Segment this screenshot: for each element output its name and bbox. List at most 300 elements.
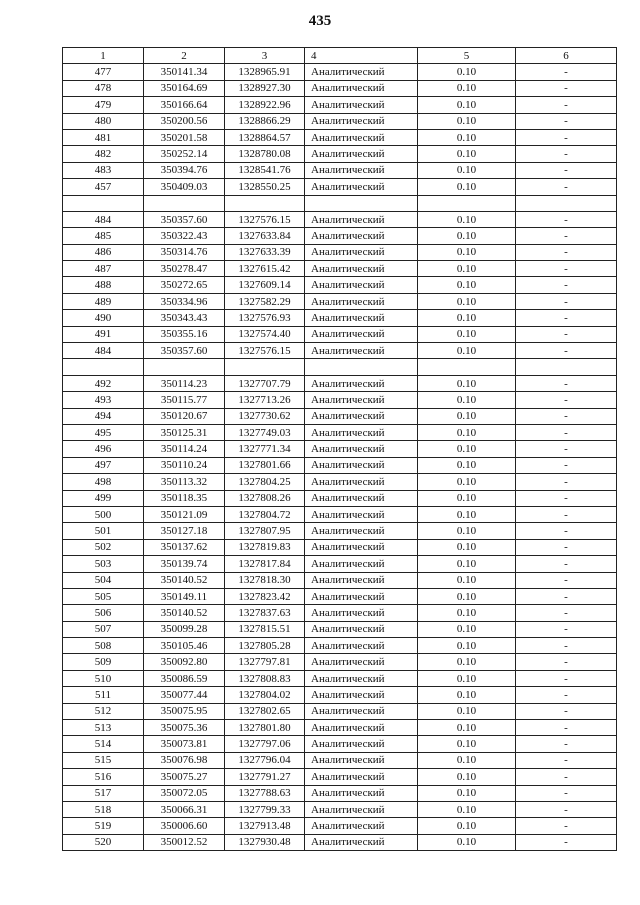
table-cell: 1328965.91 bbox=[225, 64, 305, 80]
table-cell: Аналитический bbox=[305, 277, 418, 293]
table-cell bbox=[63, 195, 144, 211]
table-cell: - bbox=[516, 687, 617, 703]
table-row bbox=[63, 785, 617, 801]
column-header: 4 bbox=[305, 48, 418, 64]
table-row bbox=[63, 687, 617, 703]
table-cell: - bbox=[516, 343, 617, 359]
table-cell: 350137.62 bbox=[144, 539, 225, 555]
table-cell: 0.10 bbox=[418, 556, 516, 572]
table-cell: 491 bbox=[63, 326, 144, 342]
table-cell: 1327804.72 bbox=[225, 506, 305, 522]
table-cell: 350105.46 bbox=[144, 638, 225, 654]
table-cell: 1327819.83 bbox=[225, 539, 305, 555]
table-cell: - bbox=[516, 408, 617, 424]
table-cell: 0.10 bbox=[418, 834, 516, 850]
table-cell: 350110.24 bbox=[144, 457, 225, 473]
table-row bbox=[63, 113, 617, 129]
table-cell: 0.10 bbox=[418, 326, 516, 342]
table-cell: 508 bbox=[63, 638, 144, 654]
table-cell: - bbox=[516, 703, 617, 719]
table-cell: 1328927.30 bbox=[225, 80, 305, 96]
column-header: 6 bbox=[516, 48, 617, 64]
table-cell: - bbox=[516, 457, 617, 473]
table-cell bbox=[225, 359, 305, 375]
table-cell: 350140.52 bbox=[144, 572, 225, 588]
table-cell: 0.10 bbox=[418, 146, 516, 162]
table-cell: Аналитический bbox=[305, 752, 418, 768]
table-cell: 0.10 bbox=[418, 572, 516, 588]
table-cell: 488 bbox=[63, 277, 144, 293]
table-cell: 1327576.93 bbox=[225, 310, 305, 326]
table-cell: Аналитический bbox=[305, 228, 418, 244]
table-cell: 482 bbox=[63, 146, 144, 162]
table-cell: 477 bbox=[63, 64, 144, 80]
table-cell: 0.10 bbox=[418, 523, 516, 539]
table-cell: Аналитический bbox=[305, 64, 418, 80]
table-row bbox=[63, 506, 617, 522]
table-cell: 481 bbox=[63, 129, 144, 145]
table-row bbox=[63, 162, 617, 178]
table-cell: 1328864.57 bbox=[225, 129, 305, 145]
table-row bbox=[63, 228, 617, 244]
table-cell: Аналитический bbox=[305, 162, 418, 178]
table-cell: 350322.43 bbox=[144, 228, 225, 244]
coordinates-table bbox=[62, 47, 617, 851]
table-cell: - bbox=[516, 769, 617, 785]
table-cell: Аналитический bbox=[305, 146, 418, 162]
table-cell: 517 bbox=[63, 785, 144, 801]
table-cell: - bbox=[516, 80, 617, 96]
table-cell: - bbox=[516, 539, 617, 555]
table-cell bbox=[225, 195, 305, 211]
table-cell: 350077.44 bbox=[144, 687, 225, 703]
table-cell: 0.10 bbox=[418, 769, 516, 785]
table-cell: - bbox=[516, 785, 617, 801]
table-row bbox=[63, 654, 617, 670]
table-cell: 0.10 bbox=[418, 228, 516, 244]
table-row bbox=[63, 474, 617, 490]
table-cell: 1327799.33 bbox=[225, 801, 305, 817]
table-cell: - bbox=[516, 228, 617, 244]
table-row bbox=[63, 539, 617, 555]
table-cell: Аналитический bbox=[305, 80, 418, 96]
table-cell: - bbox=[516, 654, 617, 670]
table-cell: Аналитический bbox=[305, 638, 418, 654]
table-cell: Аналитический bbox=[305, 424, 418, 440]
table-cell: 0.10 bbox=[418, 736, 516, 752]
table-row bbox=[63, 801, 617, 817]
table-cell: - bbox=[516, 261, 617, 277]
table-cell: 492 bbox=[63, 375, 144, 391]
table-cell: 0.10 bbox=[418, 818, 516, 834]
table-cell: 501 bbox=[63, 523, 144, 539]
table-cell: 478 bbox=[63, 80, 144, 96]
table-cell: 480 bbox=[63, 113, 144, 129]
table-cell: 0.10 bbox=[418, 687, 516, 703]
table-row bbox=[63, 146, 617, 162]
table-cell: Аналитический bbox=[305, 97, 418, 113]
table-row bbox=[63, 572, 617, 588]
table-cell: 487 bbox=[63, 261, 144, 277]
table-cell: 350149.11 bbox=[144, 588, 225, 604]
table-cell: 494 bbox=[63, 408, 144, 424]
table-cell: Аналитический bbox=[305, 326, 418, 342]
table-cell: 350355.16 bbox=[144, 326, 225, 342]
table-row bbox=[63, 129, 617, 145]
table-cell: - bbox=[516, 310, 617, 326]
table-cell: 500 bbox=[63, 506, 144, 522]
column-header: 5 bbox=[418, 48, 516, 64]
table-cell: 0.10 bbox=[418, 621, 516, 637]
table-cell: 1327713.26 bbox=[225, 392, 305, 408]
table-cell bbox=[305, 359, 418, 375]
table-cell: 504 bbox=[63, 572, 144, 588]
table-cell: 1327804.02 bbox=[225, 687, 305, 703]
table-cell: 0.10 bbox=[418, 785, 516, 801]
table-cell bbox=[418, 359, 516, 375]
table-row bbox=[63, 80, 617, 96]
table-cell: 509 bbox=[63, 654, 144, 670]
table-cell: 0.10 bbox=[418, 277, 516, 293]
table-cell: - bbox=[516, 392, 617, 408]
table-cell: 1327771.34 bbox=[225, 441, 305, 457]
page-number: 435 bbox=[308, 13, 332, 29]
table-row bbox=[63, 375, 617, 391]
table-cell: 0.10 bbox=[418, 441, 516, 457]
header-row bbox=[63, 48, 617, 64]
table-cell: 350099.28 bbox=[144, 621, 225, 637]
table-cell: Аналитический bbox=[305, 736, 418, 752]
table-cell: 1327749.03 bbox=[225, 424, 305, 440]
table-row bbox=[63, 277, 617, 293]
table-cell: Аналитический bbox=[305, 785, 418, 801]
table-row bbox=[63, 457, 617, 473]
table-cell: 350409.03 bbox=[144, 179, 225, 195]
table-cell: 350120.67 bbox=[144, 408, 225, 424]
table-cell: 1328922.96 bbox=[225, 97, 305, 113]
table-cell: 0.10 bbox=[418, 408, 516, 424]
table-cell: 0.10 bbox=[418, 244, 516, 260]
table-cell: 350141.34 bbox=[144, 64, 225, 80]
table-cell: 484 bbox=[63, 211, 144, 227]
table-cell: - bbox=[516, 834, 617, 850]
table-cell: Аналитический bbox=[305, 539, 418, 555]
table-cell: Аналитический bbox=[305, 261, 418, 277]
table-cell: - bbox=[516, 129, 617, 145]
table-cell: 0.10 bbox=[418, 588, 516, 604]
table-row bbox=[63, 752, 617, 768]
table-cell: - bbox=[516, 277, 617, 293]
table-cell: 1327574.40 bbox=[225, 326, 305, 342]
table-cell: 350075.36 bbox=[144, 720, 225, 736]
table-cell: Аналитический bbox=[305, 588, 418, 604]
table-cell: 350114.24 bbox=[144, 441, 225, 457]
table-cell: 519 bbox=[63, 818, 144, 834]
table-cell: 0.10 bbox=[418, 310, 516, 326]
table-cell: 1327804.25 bbox=[225, 474, 305, 490]
table-cell: - bbox=[516, 736, 617, 752]
table-row bbox=[63, 310, 617, 326]
table-row bbox=[63, 211, 617, 227]
table-cell: 0.10 bbox=[418, 638, 516, 654]
table-cell: 350072.05 bbox=[144, 785, 225, 801]
table-row bbox=[63, 818, 617, 834]
table-row bbox=[63, 244, 617, 260]
table-cell: - bbox=[516, 752, 617, 768]
table-cell: 350164.69 bbox=[144, 80, 225, 96]
column-header: 1 bbox=[63, 48, 144, 64]
table-row bbox=[63, 670, 617, 686]
table-cell: 511 bbox=[63, 687, 144, 703]
table-cell: 0.10 bbox=[418, 654, 516, 670]
table-cell: - bbox=[516, 638, 617, 654]
table-cell: - bbox=[516, 162, 617, 178]
table-cell: 350125.31 bbox=[144, 424, 225, 440]
table-cell bbox=[144, 195, 225, 211]
table-cell bbox=[516, 195, 617, 211]
table-cell: 483 bbox=[63, 162, 144, 178]
table-cell: 350278.47 bbox=[144, 261, 225, 277]
table-cell: 516 bbox=[63, 769, 144, 785]
table-cell: 1327801.80 bbox=[225, 720, 305, 736]
table-cell: 485 bbox=[63, 228, 144, 244]
table-cell: 0.10 bbox=[418, 801, 516, 817]
table-cell: Аналитический bbox=[305, 244, 418, 260]
table-row bbox=[63, 769, 617, 785]
table-cell: 489 bbox=[63, 293, 144, 309]
table-cell: 350115.77 bbox=[144, 392, 225, 408]
table-cell: 515 bbox=[63, 752, 144, 768]
table-cell: 0.10 bbox=[418, 474, 516, 490]
table-cell: 495 bbox=[63, 424, 144, 440]
table-cell: 350012.52 bbox=[144, 834, 225, 850]
table-cell: 350201.58 bbox=[144, 129, 225, 145]
table-cell: - bbox=[516, 326, 617, 342]
table-cell: Аналитический bbox=[305, 375, 418, 391]
table-cell: Аналитический bbox=[305, 605, 418, 621]
table-cell: - bbox=[516, 179, 617, 195]
table-cell: 0.10 bbox=[418, 179, 516, 195]
table-cell: - bbox=[516, 146, 617, 162]
table-cell: 1327818.30 bbox=[225, 572, 305, 588]
table-cell: 0.10 bbox=[418, 506, 516, 522]
table-cell: 0.10 bbox=[418, 261, 516, 277]
table-cell: - bbox=[516, 474, 617, 490]
table-cell: Аналитический bbox=[305, 293, 418, 309]
table-cell: 1327797.06 bbox=[225, 736, 305, 752]
table-cell bbox=[144, 359, 225, 375]
table-cell: 350092.80 bbox=[144, 654, 225, 670]
table-cell: 0.10 bbox=[418, 490, 516, 506]
table-cell: 1327788.63 bbox=[225, 785, 305, 801]
table-cell: 0.10 bbox=[418, 703, 516, 719]
table-cell: 350114.23 bbox=[144, 375, 225, 391]
table-cell: 350118.35 bbox=[144, 490, 225, 506]
table-cell: 350086.59 bbox=[144, 670, 225, 686]
table-cell: 0.10 bbox=[418, 343, 516, 359]
table-cell: 1327633.39 bbox=[225, 244, 305, 260]
table-cell: 350006.60 bbox=[144, 818, 225, 834]
table-cell: 490 bbox=[63, 310, 144, 326]
table-cell: Аналитический bbox=[305, 129, 418, 145]
table-cell: 0.10 bbox=[418, 752, 516, 768]
table-cell: 0.10 bbox=[418, 293, 516, 309]
table-cell: 1327576.15 bbox=[225, 211, 305, 227]
table-cell: 0.10 bbox=[418, 424, 516, 440]
table-cell: - bbox=[516, 113, 617, 129]
table-cell: 512 bbox=[63, 703, 144, 719]
table-cell: 506 bbox=[63, 605, 144, 621]
table-cell: 0.10 bbox=[418, 129, 516, 145]
table-cell: - bbox=[516, 490, 617, 506]
table-cell: 350252.14 bbox=[144, 146, 225, 162]
table-cell: 0.10 bbox=[418, 80, 516, 96]
column-header: 3 bbox=[225, 48, 305, 64]
table-cell: Аналитический bbox=[305, 654, 418, 670]
table-cell: 350343.43 bbox=[144, 310, 225, 326]
table-row bbox=[63, 638, 617, 654]
table-cell: 350272.65 bbox=[144, 277, 225, 293]
table-cell: Аналитический bbox=[305, 556, 418, 572]
table-cell: 1328866.29 bbox=[225, 113, 305, 129]
table-cell: Аналитический bbox=[305, 474, 418, 490]
table-cell: 350073.81 bbox=[144, 736, 225, 752]
table-row bbox=[63, 703, 617, 719]
table-cell: Аналитический bbox=[305, 523, 418, 539]
table-cell: - bbox=[516, 523, 617, 539]
table-cell: 457 bbox=[63, 179, 144, 195]
table-cell: Аналитический bbox=[305, 211, 418, 227]
table-cell: - bbox=[516, 64, 617, 80]
table-cell: 1327582.29 bbox=[225, 293, 305, 309]
table-cell: 1327802.65 bbox=[225, 703, 305, 719]
table-cell: 493 bbox=[63, 392, 144, 408]
table-row bbox=[63, 293, 617, 309]
table-cell: 513 bbox=[63, 720, 144, 736]
table-cell: - bbox=[516, 441, 617, 457]
table-cell: 350121.09 bbox=[144, 506, 225, 522]
table-cell: 479 bbox=[63, 97, 144, 113]
table-cell: - bbox=[516, 801, 617, 817]
table-cell: 350166.64 bbox=[144, 97, 225, 113]
table-cell: 1327837.63 bbox=[225, 605, 305, 621]
table-cell: 1327808.83 bbox=[225, 670, 305, 686]
table-cell bbox=[418, 195, 516, 211]
table-cell: 350200.56 bbox=[144, 113, 225, 129]
table-cell: - bbox=[516, 211, 617, 227]
table-cell: - bbox=[516, 556, 617, 572]
table-cell: 350113.32 bbox=[144, 474, 225, 490]
table-cell: 350314.76 bbox=[144, 244, 225, 260]
table-row bbox=[63, 408, 617, 424]
table-cell: 0.10 bbox=[418, 97, 516, 113]
table-cell: 0.10 bbox=[418, 539, 516, 555]
table-cell: 1328550.25 bbox=[225, 179, 305, 195]
table-cell: - bbox=[516, 424, 617, 440]
table-cell: 510 bbox=[63, 670, 144, 686]
table-row bbox=[63, 490, 617, 506]
table-cell: Аналитический bbox=[305, 310, 418, 326]
table-cell bbox=[63, 359, 144, 375]
table-cell: Аналитический bbox=[305, 179, 418, 195]
table-cell: Аналитический bbox=[305, 490, 418, 506]
table-cell: 499 bbox=[63, 490, 144, 506]
table-row bbox=[63, 261, 617, 277]
table-cell: 1327797.81 bbox=[225, 654, 305, 670]
table-cell: Аналитический bbox=[305, 769, 418, 785]
table-cell: 497 bbox=[63, 457, 144, 473]
table-cell: - bbox=[516, 621, 617, 637]
table-cell: - bbox=[516, 293, 617, 309]
table-cell: Аналитический bbox=[305, 703, 418, 719]
table-cell: - bbox=[516, 244, 617, 260]
table-row bbox=[63, 97, 617, 113]
table-row bbox=[63, 605, 617, 621]
table-cell: 0.10 bbox=[418, 457, 516, 473]
table-cell: 350066.31 bbox=[144, 801, 225, 817]
table-cell: 498 bbox=[63, 474, 144, 490]
table-cell: 350075.27 bbox=[144, 769, 225, 785]
table-cell: 1327930.48 bbox=[225, 834, 305, 850]
table-cell: 0.10 bbox=[418, 162, 516, 178]
table-cell: Аналитический bbox=[305, 343, 418, 359]
table-cell: 1327615.42 bbox=[225, 261, 305, 277]
table-row bbox=[63, 392, 617, 408]
separator-row bbox=[63, 195, 617, 211]
table-cell: 350139.74 bbox=[144, 556, 225, 572]
table-cell: 0.10 bbox=[418, 211, 516, 227]
table-cell: Аналитический bbox=[305, 801, 418, 817]
table-cell: Аналитический bbox=[305, 113, 418, 129]
column-header: 2 bbox=[144, 48, 225, 64]
separator-row bbox=[63, 359, 617, 375]
table-row bbox=[63, 441, 617, 457]
table-cell: 507 bbox=[63, 621, 144, 637]
table-cell: Аналитический bbox=[305, 457, 418, 473]
table-cell: Аналитический bbox=[305, 687, 418, 703]
table-cell bbox=[305, 195, 418, 211]
table-cell: 1327576.15 bbox=[225, 343, 305, 359]
table-cell: 1328541.76 bbox=[225, 162, 305, 178]
table-cell: Аналитический bbox=[305, 572, 418, 588]
table-cell: - bbox=[516, 572, 617, 588]
table-cell: 1327796.04 bbox=[225, 752, 305, 768]
table-cell: 503 bbox=[63, 556, 144, 572]
table-cell: Аналитический bbox=[305, 621, 418, 637]
table-cell: 0.10 bbox=[418, 670, 516, 686]
table-cell: 0.10 bbox=[418, 64, 516, 80]
table-cell: 514 bbox=[63, 736, 144, 752]
table-cell: 496 bbox=[63, 441, 144, 457]
table-row bbox=[63, 179, 617, 195]
table-cell: 350075.95 bbox=[144, 703, 225, 719]
table-cell: - bbox=[516, 506, 617, 522]
table-cell: 1327913.48 bbox=[225, 818, 305, 834]
table-row bbox=[63, 736, 617, 752]
table-cell: Аналитический bbox=[305, 392, 418, 408]
table-row bbox=[63, 343, 617, 359]
table-cell: Аналитический bbox=[305, 720, 418, 736]
table-cell: 1327791.27 bbox=[225, 769, 305, 785]
table-cell: Аналитический bbox=[305, 818, 418, 834]
table-cell: 1327801.66 bbox=[225, 457, 305, 473]
table-cell: 484 bbox=[63, 343, 144, 359]
table-cell: 518 bbox=[63, 801, 144, 817]
table-cell: 1327823.42 bbox=[225, 588, 305, 604]
table-cell: 502 bbox=[63, 539, 144, 555]
table-cell: - bbox=[516, 588, 617, 604]
table-cell: - bbox=[516, 97, 617, 113]
